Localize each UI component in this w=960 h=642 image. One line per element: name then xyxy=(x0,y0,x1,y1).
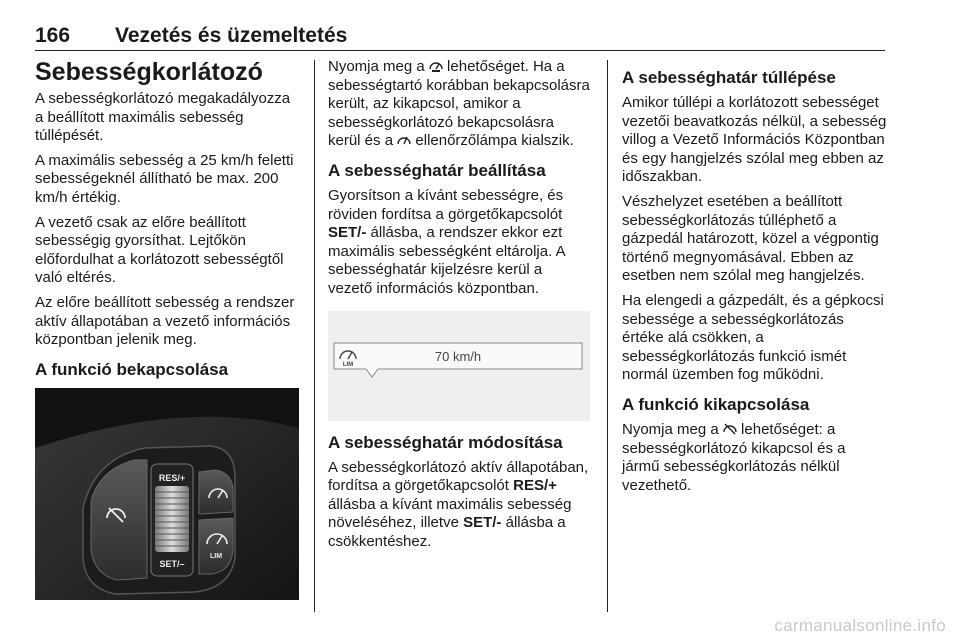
paragraph xyxy=(622,421,887,495)
sub-heading: A funkció bekapcsolása xyxy=(35,359,229,379)
bold-term: SET/- xyxy=(463,514,502,532)
speed-limiter-icon xyxy=(429,59,443,73)
paragraph: Vészhelyzet esetében a beállított sebességkorlátozás túlléphető a gázpedál határozott, közel a végpontig történő megnyomásával. Ebben az esetben nem szólal meg hangjelzés. xyxy=(622,192,879,285)
paragraph: A vezető csak az előre beállított sebességig gyorsíthat. Lejtőkön előfordulhat a korlátozott sebességtől való eltérés. xyxy=(35,213,284,287)
column-3 xyxy=(622,58,887,501)
cruise-control-icon xyxy=(397,133,411,147)
paragraph: Amikor túllépi a korlátozott sebességet vezetői beavatkozás nélkül, a sebesség villog a Vezető Információs Központban és egy hangjelzés szólal meg ebben az időszakban. xyxy=(622,94,887,186)
bold-term: RES/+ xyxy=(513,477,557,495)
page-number: 166 xyxy=(35,24,71,47)
text-run: A sebességkorlátozó aktív állapotában, fordítsa a görgetőkapcsolót xyxy=(328,458,589,495)
steering-wheel-controls-photo xyxy=(35,388,299,600)
sub-heading: A sebességhatár módosítása xyxy=(328,432,563,452)
paragraph: Az előre beállított sebesség a rendszer aktív állapotában a vezető információs központban jelenik meg. xyxy=(35,293,295,349)
paragraph xyxy=(328,187,590,299)
paragraph: Ha elengedi a gázpedált, és a gépkocsi sebessége a sebességkorlátozás értéke alá csökken, a sebességkorlátozás funkció ismét normál üzemben fog működni. xyxy=(622,291,884,384)
bold-term: SET/- xyxy=(328,224,367,242)
text-run: Gyorsítson a kívánt sebességre, és röviden fordítsa a görgetőkapcsolót xyxy=(328,186,564,223)
section-heading: Sebességkorlátozó xyxy=(35,58,263,86)
res-label: RES/+ xyxy=(158,472,186,483)
text-run: lehetőséget. Ha a sebességtartó korábban bekapcsolásra került, az kikapcsol, amikor a sebességkorlátozó bekapcsolásra kerül és a xyxy=(328,58,590,150)
header-title: Vezetés és üzemeltetés xyxy=(115,24,348,47)
display-speed: 70 km/h xyxy=(434,348,482,364)
paragraph xyxy=(328,58,590,151)
paragraph: A sebességkorlátozó megakadályozza a beállított maximális sebesség túllépését. xyxy=(35,90,291,145)
text-run: ellenőrzőlámpa kialszik. xyxy=(415,132,574,150)
text-run: állásba a csökkentéshez. xyxy=(328,514,566,550)
sub-heading: A sebességhatár beállítása xyxy=(328,160,546,180)
column-divider xyxy=(607,60,608,612)
set-label: SET/– xyxy=(159,558,185,569)
watermark: carmanualsonline.info xyxy=(774,616,946,635)
sub-heading: A sebességhatár túllépése xyxy=(622,68,836,87)
column-1 xyxy=(35,58,300,600)
cruise-off-icon xyxy=(723,422,737,436)
display-lim-label: LIM xyxy=(342,361,354,368)
text-run: állásba a kívánt maximális sebesség növeléséhez, illetve xyxy=(328,495,572,532)
driver-info-display-figure xyxy=(328,311,590,421)
column-2 xyxy=(328,58,590,558)
lim-label: LIM xyxy=(209,552,223,560)
text-run: lehetőséget: a sebességkorlátozó kikapcsol és a jármű sebességkorlátozás nélkül vezethető. xyxy=(622,420,846,494)
text-run: Nyomja meg a xyxy=(328,58,425,75)
paragraph xyxy=(328,459,590,552)
sub-heading: A funkció kikapcsolása xyxy=(622,394,810,414)
text-run: Nyomja meg a xyxy=(622,420,719,438)
column-divider xyxy=(314,60,315,612)
paragraph: A maximális sebesség a 25 km/h feletti sebességeknél állítható be max. 200 km/h értékig. xyxy=(35,151,294,206)
text-run: állásba, a rendszer ekkor ezt maximális sebességként eltárolja. A sebességhatár kijelzésre kerül a vezető információs központban. xyxy=(328,224,565,297)
page-header xyxy=(35,22,885,51)
